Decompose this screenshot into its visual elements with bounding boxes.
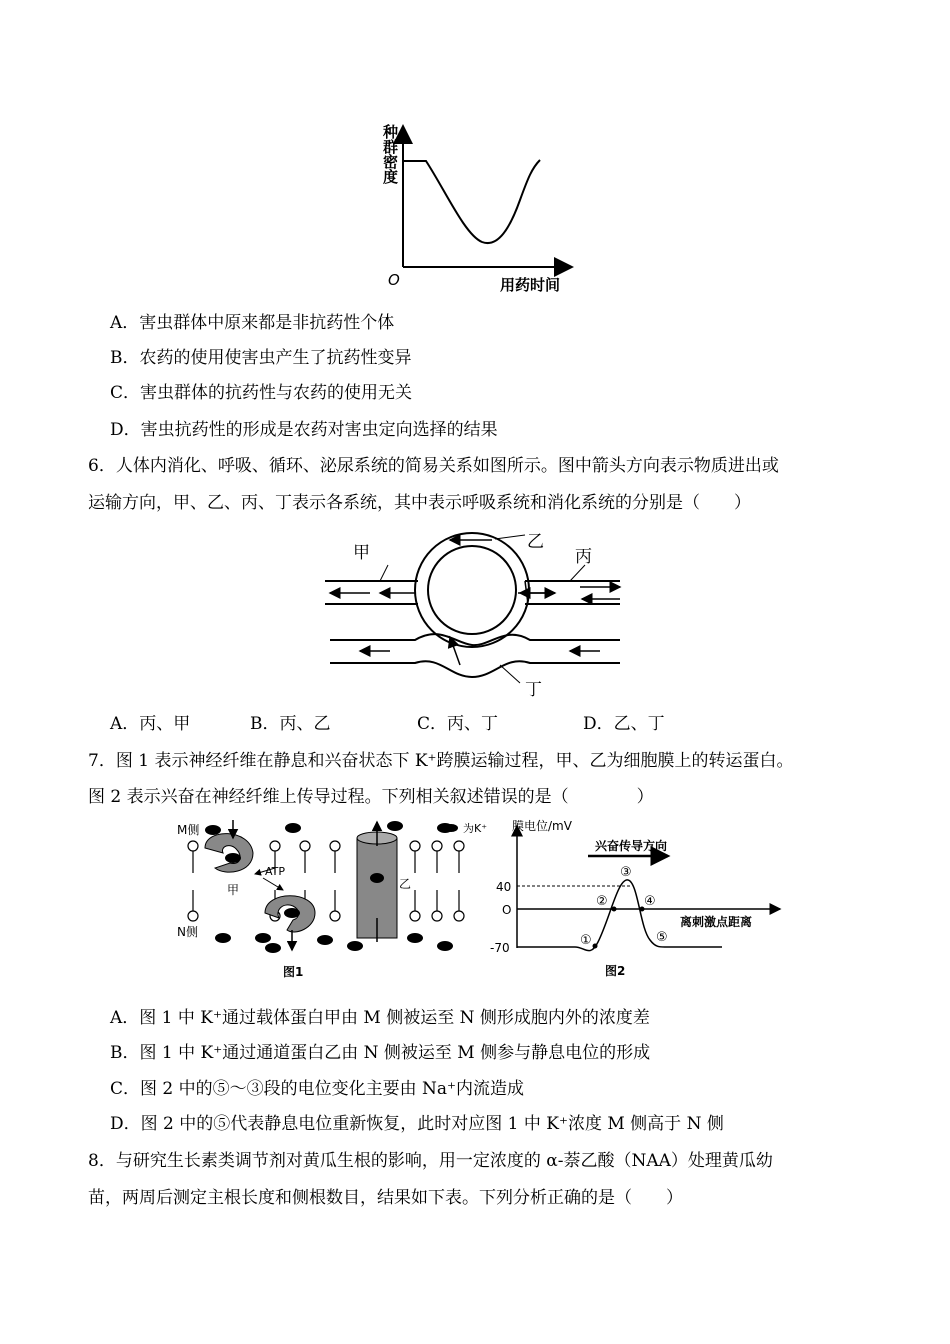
q7-stem-line1: 7．图 1 表示神经纤维在静息和兴奋状态下 K⁺跨膜运输过程，甲、乙为细胞膜上的转运蛋白。 — [88, 751, 794, 771]
action-potential-figure-2 — [490, 818, 790, 983]
jia-label: 甲 — [227, 883, 240, 897]
yi-label: 乙 — [399, 877, 412, 891]
y40: 40 — [496, 880, 512, 894]
q8-stem-line1: 8．与研究生长素类调节剂对黄瓜生根的影响，用一定浓度的 α-萘乙酸（NAA）处理黄瓜幼 — [88, 1151, 773, 1171]
q6-option-d: D．乙、丁 — [583, 714, 665, 734]
fig1-caption: 图1 — [283, 965, 304, 979]
m-side-label: M侧 — [177, 823, 200, 837]
ring-inner — [428, 546, 516, 634]
q6-option-b: B．丙、乙 — [250, 714, 331, 734]
lipid-head — [432, 911, 442, 921]
lipid-head — [300, 841, 310, 851]
point-2: ② — [596, 894, 608, 909]
q5-option-c: C．害虫群体的抗药性与农药的使用无关 — [110, 383, 413, 403]
point-1: ① — [580, 933, 592, 948]
q6-stem-line2: 运输方向，甲、乙、丙、丁表示各系统，其中表示呼吸系统和消化系统的分别是（ ） — [88, 493, 751, 513]
lipid-head — [410, 911, 420, 921]
membrane-figure-1 — [175, 818, 495, 983]
q5-option-d: D．害虫抗药性的形成是农药对害虫定向选择的结果 — [110, 420, 498, 440]
q6-option-a: A．丙、甲 — [110, 714, 191, 734]
lipid-head — [188, 911, 198, 921]
q7-option-d: D．图 2 中的⑤代表静息电位重新恢复，此时对应图 1 中 K⁺浓度 M 侧高于 N 侧 — [110, 1114, 724, 1134]
ring-outer — [415, 533, 529, 647]
k-legend: 为K⁺ — [463, 822, 488, 835]
q6-option-c: C．丙、丁 — [417, 714, 499, 734]
lipid-head — [330, 911, 340, 921]
lipid-head — [432, 841, 442, 851]
lipid-head — [188, 841, 198, 851]
q7-option-c: C．图 2 中的⑤～③段的电位变化主要由 Na⁺内流造成 — [110, 1079, 525, 1099]
fig2-caption: 图2 — [605, 964, 626, 978]
q7-stem-line2: 图 2 表示兴奋在神经纤维上传导过程。下列相关叙述错误的是（ ） — [88, 787, 654, 807]
x-axis-label: 用药时间 — [500, 276, 561, 294]
lipid-head — [330, 841, 340, 851]
lipid-head — [454, 841, 464, 851]
q7-option-a: A．图 1 中 K⁺通过载体蛋白甲由 M 侧被运至 N 侧形成胞内外的浓度差 — [110, 1008, 650, 1028]
label-ding: 丁 — [525, 680, 542, 700]
population-density-chart — [370, 120, 580, 300]
lipid-head — [454, 911, 464, 921]
label-yi: 乙 — [527, 532, 544, 552]
point-4: ④ — [644, 894, 656, 909]
point-5: ⑤ — [656, 930, 668, 945]
density-curve — [403, 160, 540, 243]
label-bing: 丙 — [575, 547, 592, 567]
ylabel: 膜电位/mV — [512, 819, 572, 833]
n-side-label: N侧 — [177, 925, 198, 939]
xlabel: 离刺激点距离 — [680, 915, 753, 929]
q8-stem-line2: 苗，两周后测定主根长度和侧根数目，结果如下表。下列分析正确的是（ ） — [88, 1188, 683, 1208]
q5-option-b: B．农药的使用使害虫产生了抗药性变异 — [110, 348, 412, 368]
direction-label: 兴奋传导方向 — [595, 839, 668, 853]
atp-label: ATP — [265, 865, 286, 878]
label-jia: 甲 — [353, 543, 370, 563]
q7-option-b: B．图 1 中 K⁺通过通道蛋白乙由 N 侧被运至 M 侧参与静息电位的形成 — [110, 1043, 651, 1063]
origin-label: O — [388, 271, 400, 289]
point-3: ③ — [620, 865, 632, 880]
q6-stem-line1: 6．人体内消化、呼吸、循环、泌尿系统的简易关系如图所示。图中箭头方向表示物质进出或 — [88, 456, 779, 476]
lipid-head — [270, 841, 280, 851]
system-relation-diagram — [320, 525, 640, 700]
q5-option-a: A．害虫群体中原来都是非抗药性个体 — [110, 313, 395, 333]
lipid-head — [410, 841, 420, 851]
density-ylabel: 种群密度 — [381, 124, 399, 184]
y0: O — [502, 903, 512, 917]
y70: -70 — [490, 941, 510, 955]
